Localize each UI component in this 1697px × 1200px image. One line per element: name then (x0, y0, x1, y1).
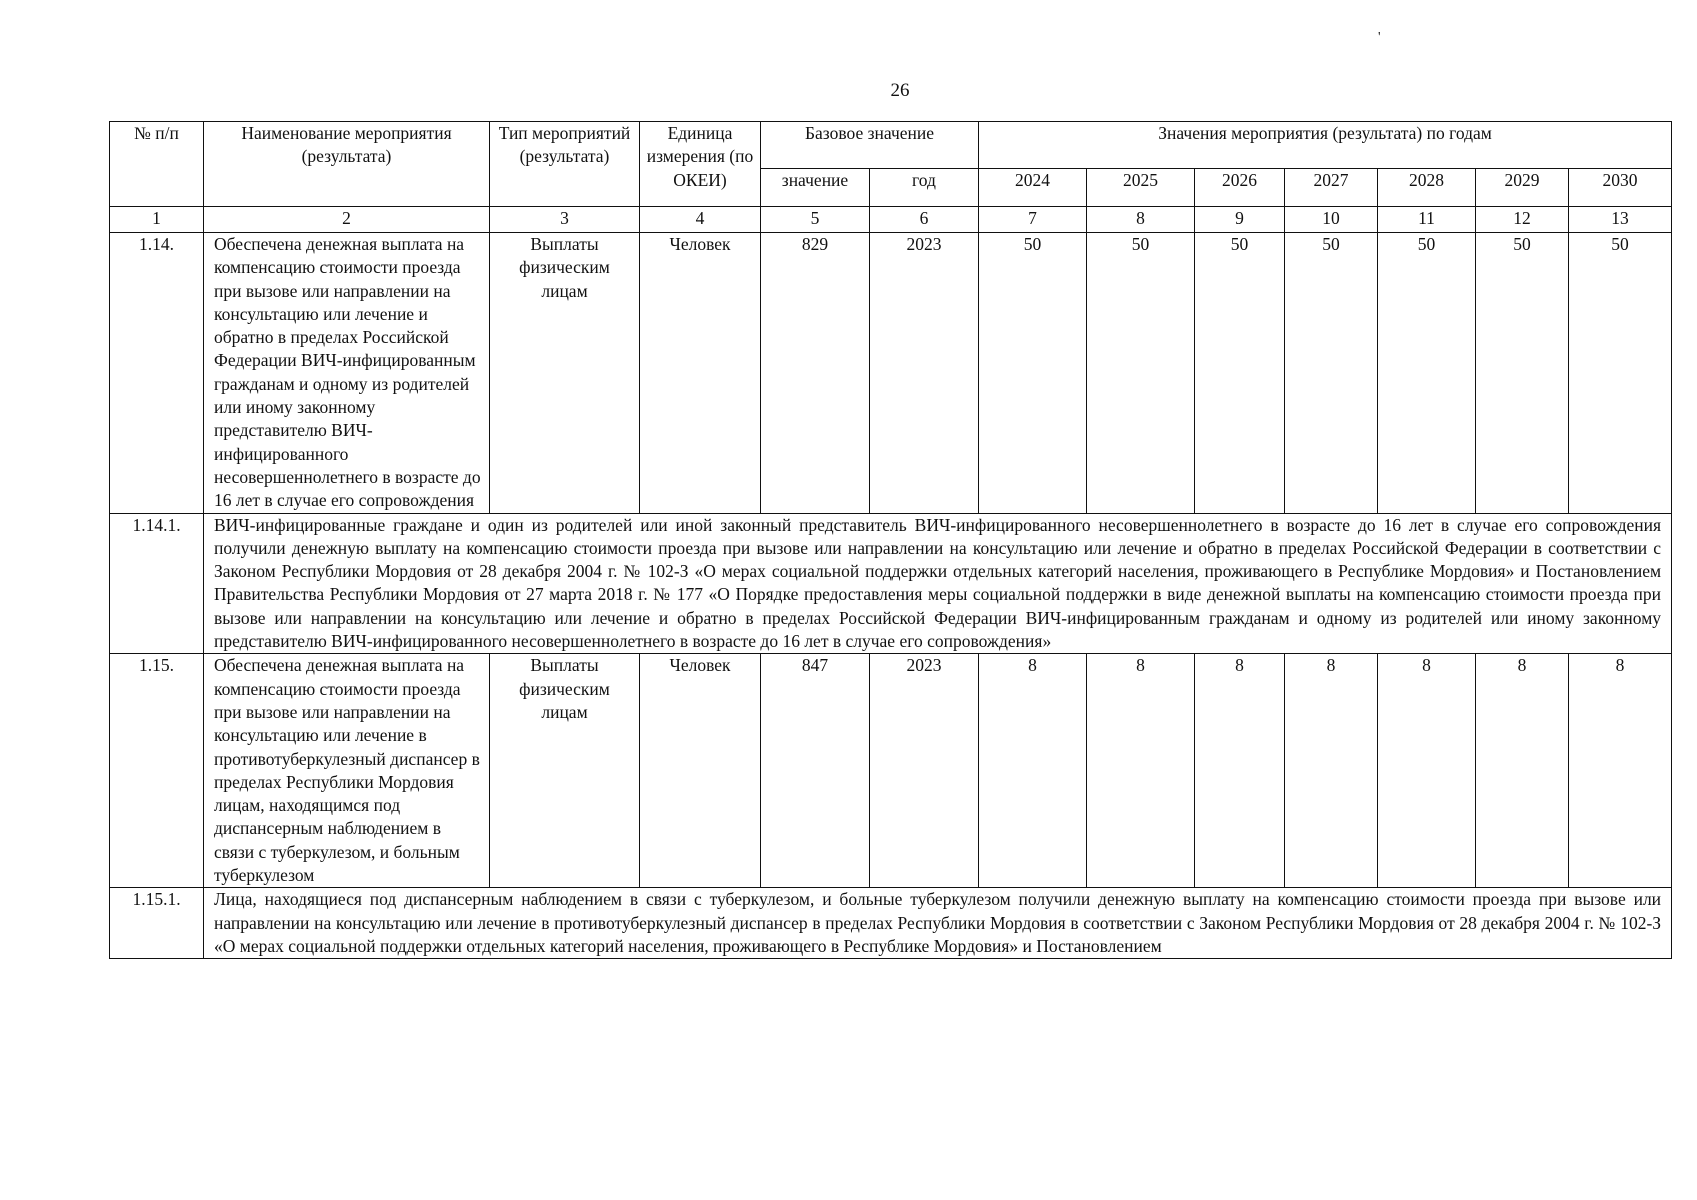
row-number: 1.15. (110, 654, 204, 888)
value-2024: 50 (979, 233, 1087, 514)
column-number: 7 (979, 207, 1087, 233)
column-number: 6 (870, 207, 979, 233)
header-years-group: Значения мероприятия (результата) по годам (979, 122, 1672, 169)
table-row (110, 233, 1672, 514)
value-2028: 8 (1378, 654, 1476, 888)
base-year: 2023 (870, 233, 979, 514)
corner-mark: ' (1378, 30, 1381, 45)
header-year-2027: 2027 (1285, 169, 1378, 207)
header-unit: Единица измерения (по ОКЕИ) (640, 122, 761, 207)
column-number: 10 (1285, 207, 1378, 233)
value-2028: 50 (1378, 233, 1476, 514)
value-2029: 50 (1476, 233, 1569, 514)
column-number: 1 (110, 207, 204, 233)
measure-type: Выплаты физическим лицам (490, 233, 640, 514)
table-row (110, 888, 1672, 959)
base-value: 829 (761, 233, 870, 514)
column-number: 3 (490, 207, 640, 233)
header-base-group: Базовое значение (761, 122, 979, 169)
header-num: № п/п (110, 122, 204, 207)
measure-unit: Человек (640, 233, 761, 514)
value-2030: 50 (1569, 233, 1672, 514)
header-year-2024: 2024 (979, 169, 1087, 207)
header-type: Тип мероприятий (результата) (490, 122, 640, 207)
header-base-value: значение (761, 169, 870, 207)
value-2025: 50 (1087, 233, 1195, 514)
value-2025: 8 (1087, 654, 1195, 888)
value-2029: 8 (1476, 654, 1569, 888)
column-numbers-row (110, 207, 1672, 233)
value-2026: 50 (1195, 233, 1285, 514)
header-base-year: год (870, 169, 979, 207)
value-2027: 8 (1285, 654, 1378, 888)
header-name: Наименование мероприятия (результата) (204, 122, 490, 207)
base-value: 847 (761, 654, 870, 888)
header-year-2029: 2029 (1476, 169, 1569, 207)
column-number: 5 (761, 207, 870, 233)
measures-table (109, 121, 1672, 959)
value-2026: 8 (1195, 654, 1285, 888)
column-number: 9 (1195, 207, 1285, 233)
row-number: 1.14. (110, 233, 204, 514)
value-2024: 8 (979, 654, 1087, 888)
measure-name: Обеспечена денежная выплата на компенсацию стоимости проезда при вызове или направлении на консультацию или лечение в противотуберкулезный диспансер в пределах Республики Мордовия лицам, находящимся под диспансерным наблюдением в связи с туберкулезом, и больным туберкулезом (204, 654, 490, 888)
header-year-2026: 2026 (1195, 169, 1285, 207)
column-number: 12 (1476, 207, 1569, 233)
header-row-1 (110, 122, 1672, 169)
column-number: 4 (640, 207, 761, 233)
column-number: 8 (1087, 207, 1195, 233)
measure-unit: Человек (640, 654, 761, 888)
column-number: 2 (204, 207, 490, 233)
header-year-2030: 2030 (1569, 169, 1672, 207)
header-year-2025: 2025 (1087, 169, 1195, 207)
table-row (110, 513, 1672, 654)
table-row (110, 654, 1672, 888)
measure-type: Выплаты физическим лицам (490, 654, 640, 888)
column-number: 13 (1569, 207, 1672, 233)
measure-name: Обеспечена денежная выплата на компенсацию стоимости проезда при вызове или направлении на консультацию или лечение и обратно в пределах Российской Федерации ВИЧ-инфицированным гражданам и одному из родителей или иному законному представителю ВИЧ-инфицированного несовершеннолетнего в возрасте до 16 лет в случае его сопровождения (204, 233, 490, 514)
result-description: ВИЧ-инфицированные граждане и один из родителей или иной законный представитель ВИЧ-инфицированного несовершеннолетнего в возрасте до 16 лет в случае его сопровождения получили денежную выплату на компенсацию стоимости проезда при вызове или направлении на консультацию или лечение и обратно в пределах Российской Федерации в соответствии с Законом Республики Мордовия от 28 декабря 2004 г. № 102-З «О мерах социальной поддержки отдельных категорий населения, проживающего в Республике Мордовия» и Постановлением Правительства Республики Мордовия от 27 марта 2018 г. № 177 «О Порядке предоставления меры социальной поддержки в виде денежной выплаты на компенсацию стоимости проезда при вызове или направлении на консультацию или лечение и обратно в пределах Российской Федерации ВИЧ-инфицированным гражданам и одному из родителей или иному законному представителю ВИЧ-инфицированного несовершеннолетнего в возрасте до 16 лет в случае его сопровождения» (204, 513, 1672, 654)
row-number: 1.14.1. (110, 513, 204, 654)
result-description: Лица, находящиеся под диспансерным наблюдением в связи с туберкулезом, и больные туберкулезом получили денежную выплату на компенсацию стоимости проезда при вызове или направлении на консультацию или лечение в противотуберкулезный диспансер в пределах Республики Мордовия в соответствии с Законом Республики Мордовия от 28 декабря 2004 г. № 102-З «О мерах социальной поддержки отдельных категорий населения, проживающего в Республике Мордовия» и Постановлением (204, 888, 1672, 959)
row-number: 1.15.1. (110, 888, 204, 959)
page-number: 26 (890, 80, 910, 101)
value-2027: 50 (1285, 233, 1378, 514)
base-year: 2023 (870, 654, 979, 888)
header-year-2028: 2028 (1378, 169, 1476, 207)
value-2030: 8 (1569, 654, 1672, 888)
column-number: 11 (1378, 207, 1476, 233)
